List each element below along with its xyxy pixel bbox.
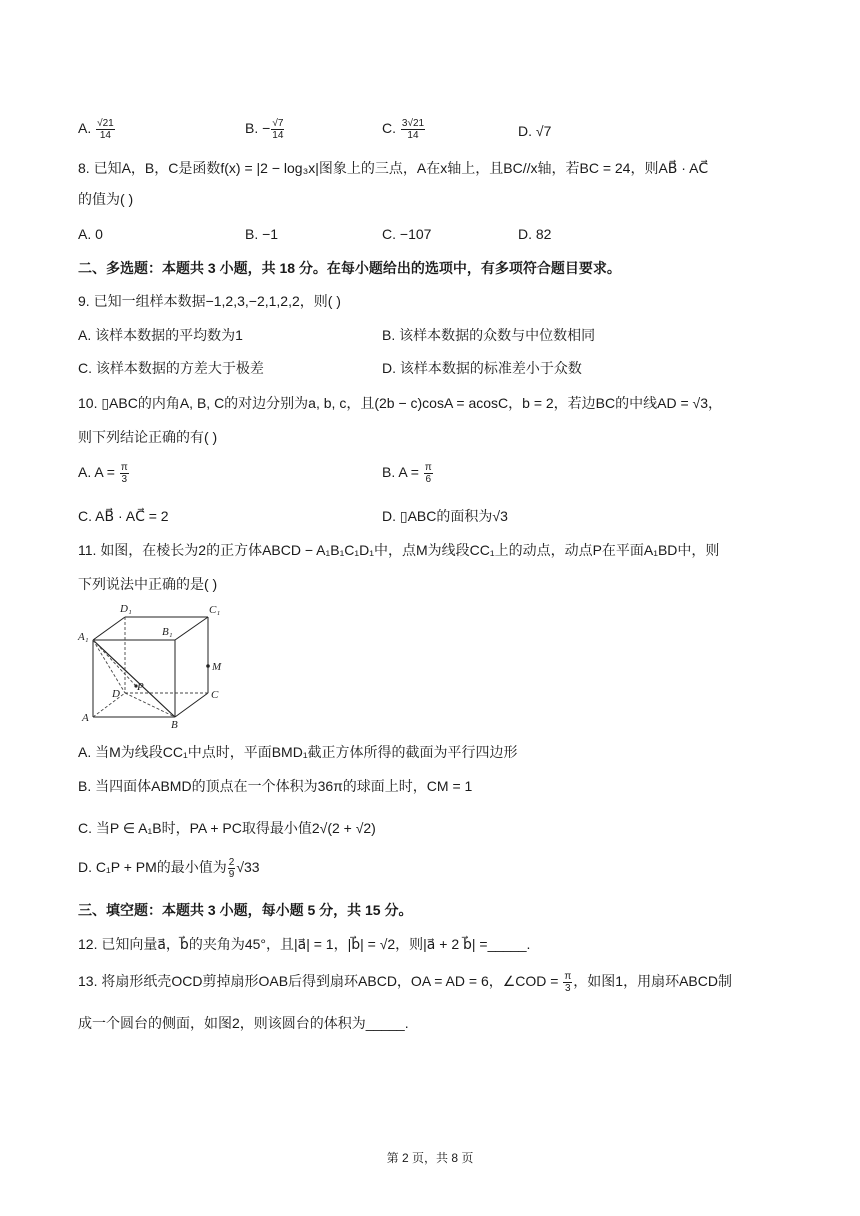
page-footer: 第 2 页，共 8 页 bbox=[386, 1151, 474, 1165]
q9-option-d: D. 该样本数据的标准差小于众数 bbox=[382, 360, 582, 376]
q7-option-c: C. $\frac{3√21}{14}$ bbox=[382, 118, 425, 141]
label-b1: B₁ bbox=[162, 626, 173, 638]
q8-option-a: A. 0 bbox=[78, 226, 103, 242]
q9-option-c: C. 该样本数据的方差大于极差 bbox=[78, 360, 264, 376]
q7-option-a: A. $\frac{√21}{14}$ bbox=[78, 118, 114, 141]
section-3-heading: 三、填空题：本题共 3 小题，每小题 5 分，共 15 分。 bbox=[78, 902, 413, 918]
q11-option-b: B. 当四面体ABMD的顶点在一个体积为36π的球面上时，CM = 1 bbox=[78, 778, 473, 794]
edge-a1-d1 bbox=[93, 617, 125, 640]
label-b: B bbox=[171, 719, 178, 731]
hidden-segment-d-b bbox=[125, 693, 175, 717]
hidden-segment-a1-d bbox=[93, 640, 125, 693]
q8-option-b: B. −1 bbox=[245, 226, 279, 242]
q11-option-c: C. 当P ∈ A₁B时，PA + PC取得最小值2√(2 + √2) bbox=[78, 820, 376, 836]
label-d1: D₁ bbox=[120, 603, 132, 615]
q10-option-c: C. AB⃗ · AC⃗ = 2 bbox=[78, 508, 169, 524]
q12-stem: 12. 已知向量a⃗，b⃗的夹角为45°，且|a⃗| = 1，|b⃗| = √2，则|a⃗ + 2 b⃗| =_____. bbox=[78, 936, 531, 952]
q11-option-d: D. C₁P + PM的最小值为 $\frac{2}{9}$ √33 bbox=[78, 857, 260, 880]
q10-option-a: A. A = $\frac{\pi}{3}$ bbox=[78, 462, 128, 485]
q7-option-b: B. − $\frac{√7}{14}$ bbox=[245, 118, 284, 141]
q8-stem-line2: 的值为( ) bbox=[78, 191, 134, 207]
q11-stem-line2: 下列说法中正确的是( ) bbox=[78, 576, 218, 592]
q10-option-b: B. A = $\frac{\pi}{6}$ bbox=[382, 462, 432, 485]
section-2-heading: 二、多选题：本题共 3 小题，共 18 分。在每小题给出的选项中，有多项符合题目要求。 bbox=[78, 260, 621, 276]
q8-option-d: D. 82 bbox=[518, 226, 552, 242]
label-d: D bbox=[112, 688, 120, 700]
cube-figure bbox=[76, 600, 232, 732]
edge-c-b bbox=[175, 693, 208, 717]
q10-stem-line1: 10. ▯ABC的内角A, B, C的对边分别为a, b, c，且(2b − c)cosA = acosC，b = 2，若边BC的中线AD = √3， bbox=[78, 395, 723, 411]
label-m: M bbox=[212, 661, 222, 673]
q11-option-a: A. 当M为线段CC₁中点时，平面BMD₁截正方体所得的截面为平行四边形 bbox=[78, 744, 518, 760]
q10-stem-line2: 则下列结论正确的有( ) bbox=[78, 429, 218, 445]
q13-stem-line1: 13. 将扇形纸壳OCD剪掉扇形OAB后得到扇环ABCD，OA = AD = 6，∠COD = $\frac{\pi}{3}$ ，如图1，用扇环ABCD制 bbox=[78, 971, 732, 994]
q11-stem-line1: 11. 如图，在棱长为2的正方体ABCD − A₁B₁C₁D₁中，点M为线段CC₁上的动点，动点P在平面A₁BD中，则 bbox=[78, 542, 720, 558]
q9-option-a: A. 该样本数据的平均数为1 bbox=[78, 327, 243, 343]
edge-c1-b1 bbox=[175, 617, 208, 640]
q9-stem: 9. 已知一组样本数据−1,2,3,−2,1,2,2，则( ) bbox=[78, 293, 341, 309]
hidden-edge-a-d bbox=[93, 693, 125, 717]
segment-a1-b bbox=[93, 640, 175, 717]
q8-option-c: C. −107 bbox=[382, 226, 432, 242]
label-c: C bbox=[211, 689, 219, 701]
label-c1: C₁ bbox=[209, 604, 221, 616]
label-a1: A₁ bbox=[78, 631, 89, 643]
q7-option-d: D. √7 bbox=[518, 123, 552, 139]
label-p: P bbox=[137, 681, 144, 693]
q10-option-d: D. ▯ABC的面积为√3 bbox=[382, 508, 508, 524]
point-m bbox=[206, 664, 210, 668]
label-a: A bbox=[82, 712, 89, 724]
q9-option-b: B. 该样本数据的众数与中位数相同 bbox=[382, 327, 596, 343]
q13-stem-line2: 成一个圆台的侧面，如图2，则该圆台的体积为_____. bbox=[78, 1015, 409, 1031]
hidden-segment-a1-p bbox=[93, 640, 136, 686]
q8-stem-line1: 8. 已知A，B，C是函数f(x) = |2 − log₃x|图象上的三点，A在x轴上，且BC//x轴，若BC = 24，则AB⃗ · AC⃗ bbox=[78, 160, 709, 176]
